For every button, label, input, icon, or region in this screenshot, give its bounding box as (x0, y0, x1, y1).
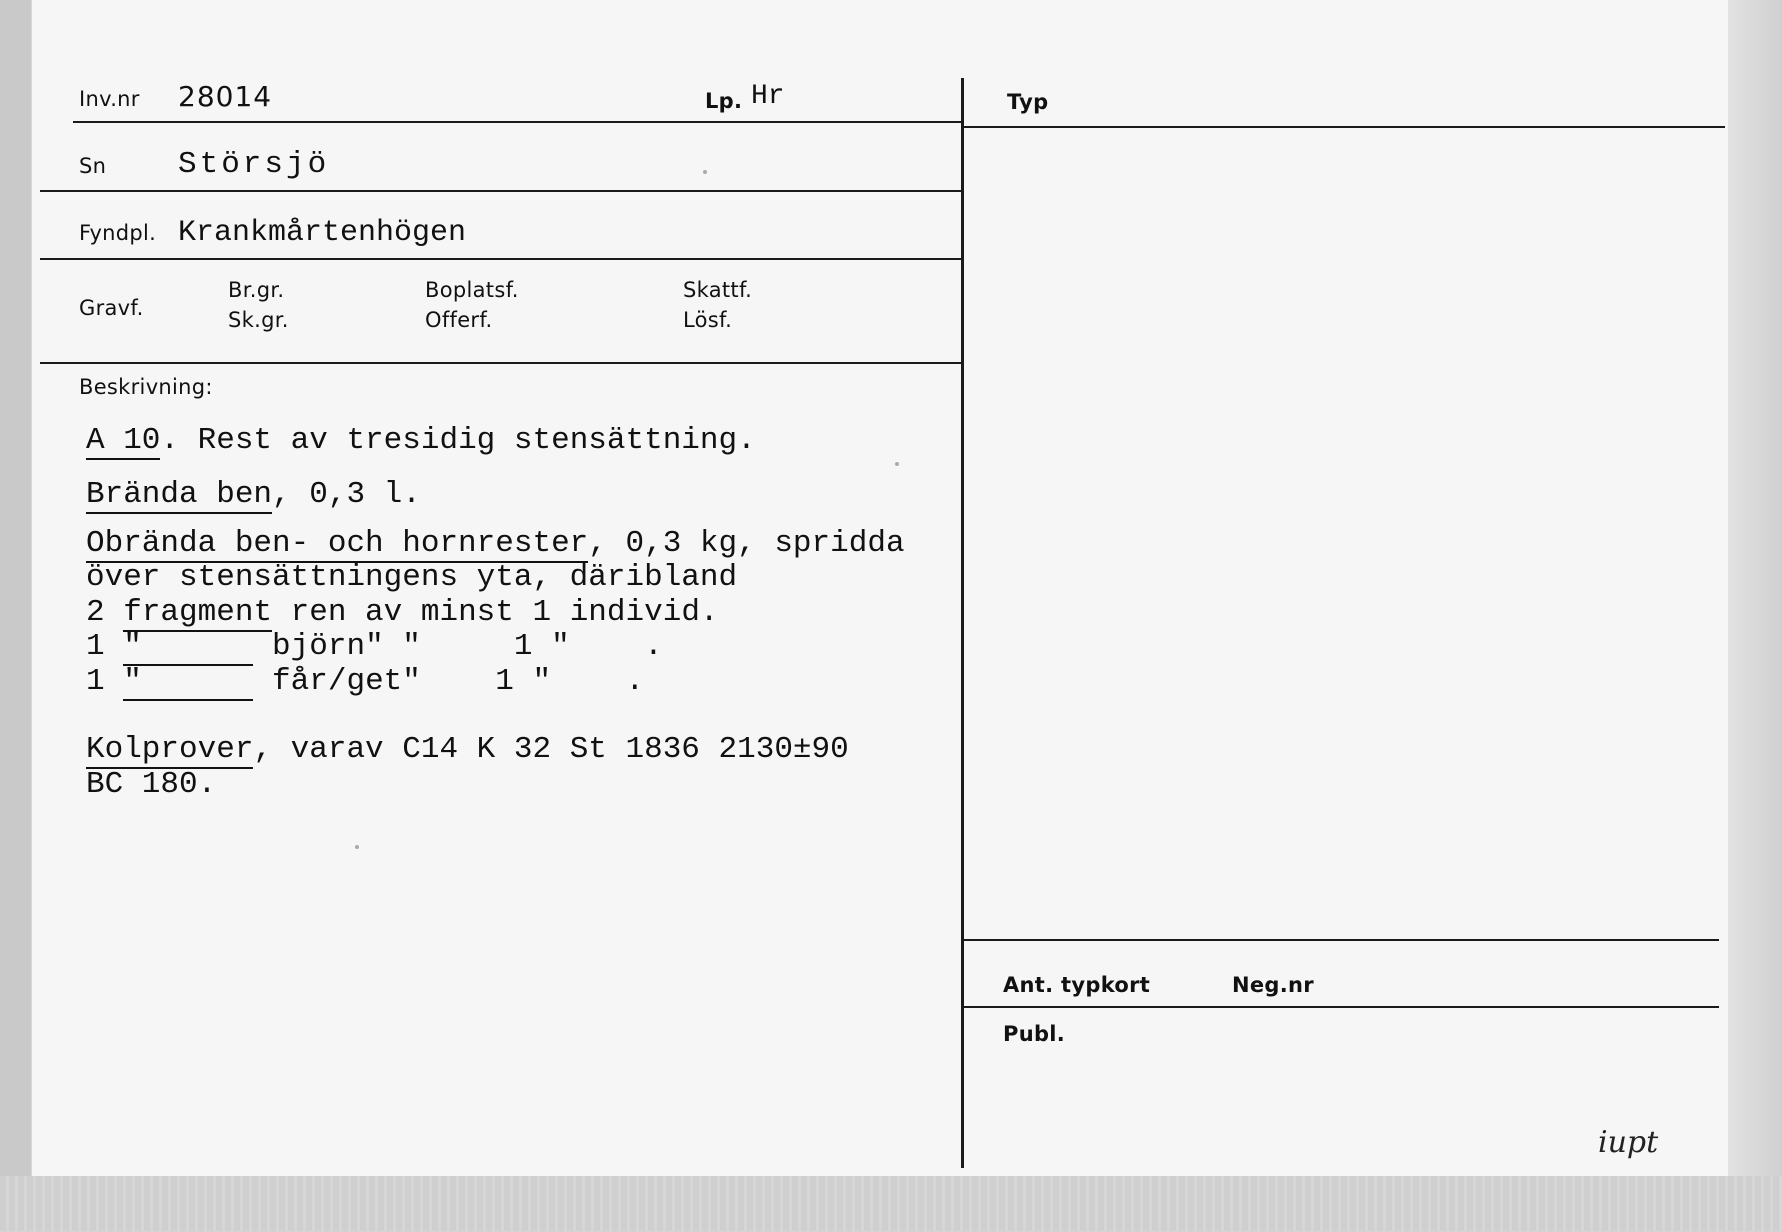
desc-line-6: 1 " björn" " 1 " . (86, 629, 663, 664)
negnr-label: Neg.nr (1232, 973, 1314, 997)
lp-label: Lp. (705, 89, 743, 113)
invnr-value: 28014 (178, 80, 273, 113)
rule-publ-top (963, 1006, 1719, 1008)
losf-label: Lösf. (683, 308, 733, 332)
sn-value: Störsjö (178, 147, 330, 182)
skattf-label: Skattf. (683, 278, 753, 302)
scan-background-strip (0, 1176, 1782, 1231)
desc-unburnt-bones: Obrända ben- och hornrester (86, 526, 589, 561)
handwritten-signature: iupt (1598, 1125, 1659, 1160)
desc-line-1: A 10. Rest av tresidig stensättning. (86, 423, 756, 458)
boplatsf-label: Boplatsf. (425, 278, 519, 302)
rule-typ (963, 126, 1725, 128)
rule-sn (40, 190, 963, 192)
fyndpl-label: Fyndpl. (79, 221, 157, 245)
desc-line-5: 2 fragment ren av minst 1 individ. (86, 595, 719, 630)
rule-ant-typkort-top (963, 939, 1719, 941)
rule-fyndpl (40, 258, 963, 260)
rule-gravf (40, 362, 963, 364)
fyndpl-value: Krankmårtenhögen (178, 216, 467, 250)
column-divider (961, 78, 964, 1168)
scan-speck (703, 170, 707, 174)
card-edge-shadow (1728, 0, 1782, 1231)
scan-speck (895, 462, 899, 466)
desc-burnt-bones: Brända ben (86, 477, 273, 512)
rule-invnr (73, 121, 963, 123)
desc-line-7: 1 " får/get" 1 " . (86, 664, 645, 699)
offerf-label: Offerf. (425, 308, 493, 332)
desc-charcoal-samples: Kolprover (86, 732, 254, 767)
skgr-label: Sk.gr. (228, 308, 289, 332)
brgr-label: Br.gr. (228, 278, 285, 302)
ant-typkort-label: Ant. typkort (1003, 973, 1151, 997)
desc-line-8: Kolprover, varav C14 K 32 St 1836 2130±90 (86, 732, 849, 767)
sn-label: Sn (79, 154, 107, 178)
typ-label: Typ (1007, 90, 1049, 114)
lp-value: Hr (751, 81, 785, 112)
publ-label: Publ. (1003, 1022, 1066, 1046)
desc-line-3: Obrända ben- och hornrester, 0,3 kg, spridda (86, 526, 905, 561)
invnr-label: Inv.nr (79, 87, 140, 111)
gravf-label: Gravf. (79, 296, 144, 320)
desc-line-4: över stensättningens yta, däribland (86, 560, 738, 595)
desc-line-2: Brända ben, 0,3 l. (86, 477, 421, 512)
desc-fragment: fragment (123, 595, 273, 630)
beskrivning-label: Beskrivning: (79, 375, 213, 399)
desc-line-9: BC 180. (86, 767, 217, 802)
scan-speck (355, 845, 359, 849)
desc-grave-id: A 10 (86, 423, 161, 458)
